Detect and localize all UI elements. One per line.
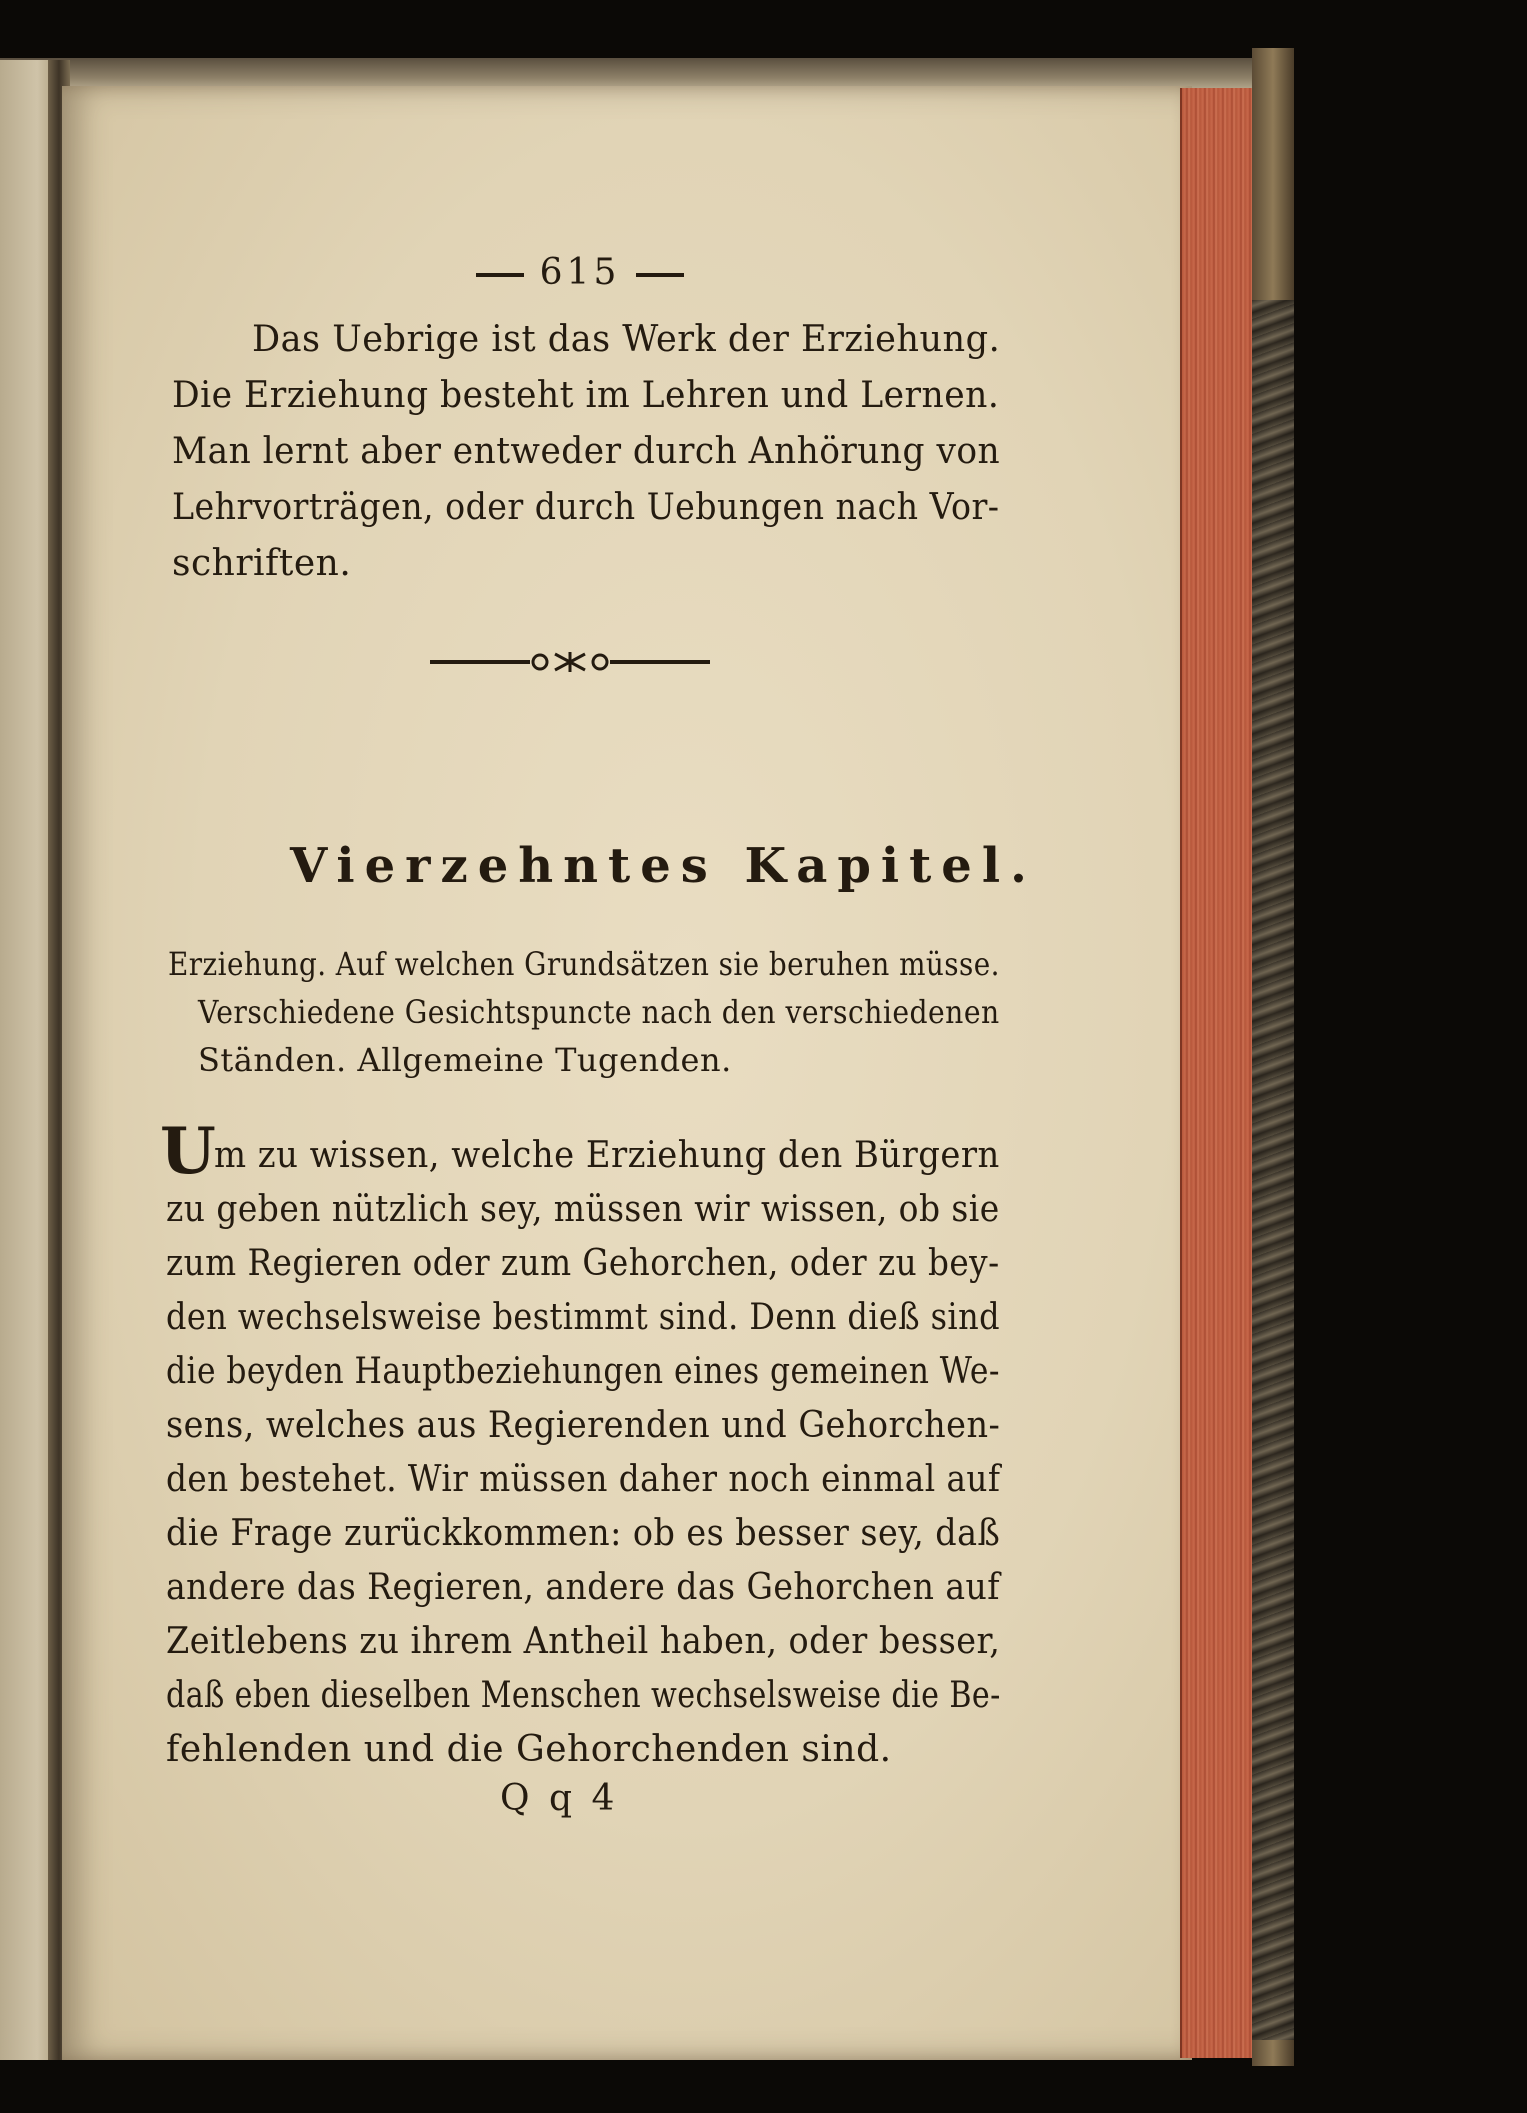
paragraph-2-line-2: zu geben nützlich sey, müssen wir wissen, ob sie bbox=[166, 1189, 1000, 1230]
paragraph-2-line-6: sens, welches aus Regierenden und Gehorchen- bbox=[166, 1405, 1001, 1446]
red-page-edges bbox=[1180, 88, 1254, 2058]
paragraph-1-line-4: Lehrvorträgen, oder durch Uebungen nach Vor- bbox=[172, 487, 1000, 528]
signature-mark: Q q 4 bbox=[500, 1778, 619, 1819]
drop-cap: U bbox=[160, 1114, 216, 1189]
paragraph-2-line-12: fehlenden und die Gehorchenden sind. bbox=[166, 1729, 892, 1770]
paragraph-2-line-10: Zeitlebens zu ihrem Antheil haben, oder besser, bbox=[166, 1621, 1001, 1662]
page-number-value: 615 bbox=[539, 252, 621, 293]
paragraph-2-line-11: daß eben dieselben Menschen wechselsweise die Be- bbox=[166, 1675, 1001, 1716]
summary-line-1: Erziehung. Auf welchen Grundsätzen sie beruhen müsse. bbox=[168, 945, 1000, 983]
page-number bbox=[450, 252, 710, 293]
paragraph-1-line-5: schriften. bbox=[172, 543, 352, 584]
paragraph-2-line-9: andere das Regieren, andere das Gehorchen auf bbox=[166, 1567, 1001, 1608]
paragraph-2-line-4: den wechselsweise bestimmt sind. Denn dieß sind bbox=[166, 1297, 1000, 1338]
paragraph-1-line-3: Man lernt aber entweder durch Anhörung von bbox=[172, 431, 1001, 472]
paragraph-1-line-1: Das Uebrige ist das Werk der Erziehung. bbox=[252, 319, 1001, 360]
summary-line-3: Ständen. Allgemeine Tugenden. bbox=[198, 1041, 732, 1079]
summary-line-2: Verschiedene Gesichtspuncte nach den verschiedenen bbox=[198, 993, 1000, 1031]
ornamental-divider bbox=[430, 650, 710, 674]
page-number-dash-left bbox=[476, 273, 524, 277]
paragraph-2-line-5: die beyden Hauptbeziehungen eines gemeinen We- bbox=[166, 1351, 1000, 1392]
paragraph-1-line-2: Die Erziehung besteht im Lehren und Lernen. bbox=[172, 375, 1000, 416]
paragraph-2-line-1: m zu wissen, welche Erziehung den Bürgern bbox=[214, 1135, 1000, 1176]
chapter-title: Vierzehntes Kapitel. bbox=[290, 838, 1037, 894]
paragraph-2-line-3: zum Regieren oder zum Gehorchen, oder zu bey- bbox=[166, 1243, 1000, 1284]
marbled-cover bbox=[1252, 300, 1294, 2040]
page-number-dash-right bbox=[636, 273, 684, 277]
paragraph-2-line-8: die Frage zurückkommen: ob es besser sey, daß bbox=[166, 1513, 1001, 1554]
paragraph-2-line-7: den bestehet. Wir müssen daher noch einmal auf bbox=[166, 1459, 1001, 1500]
